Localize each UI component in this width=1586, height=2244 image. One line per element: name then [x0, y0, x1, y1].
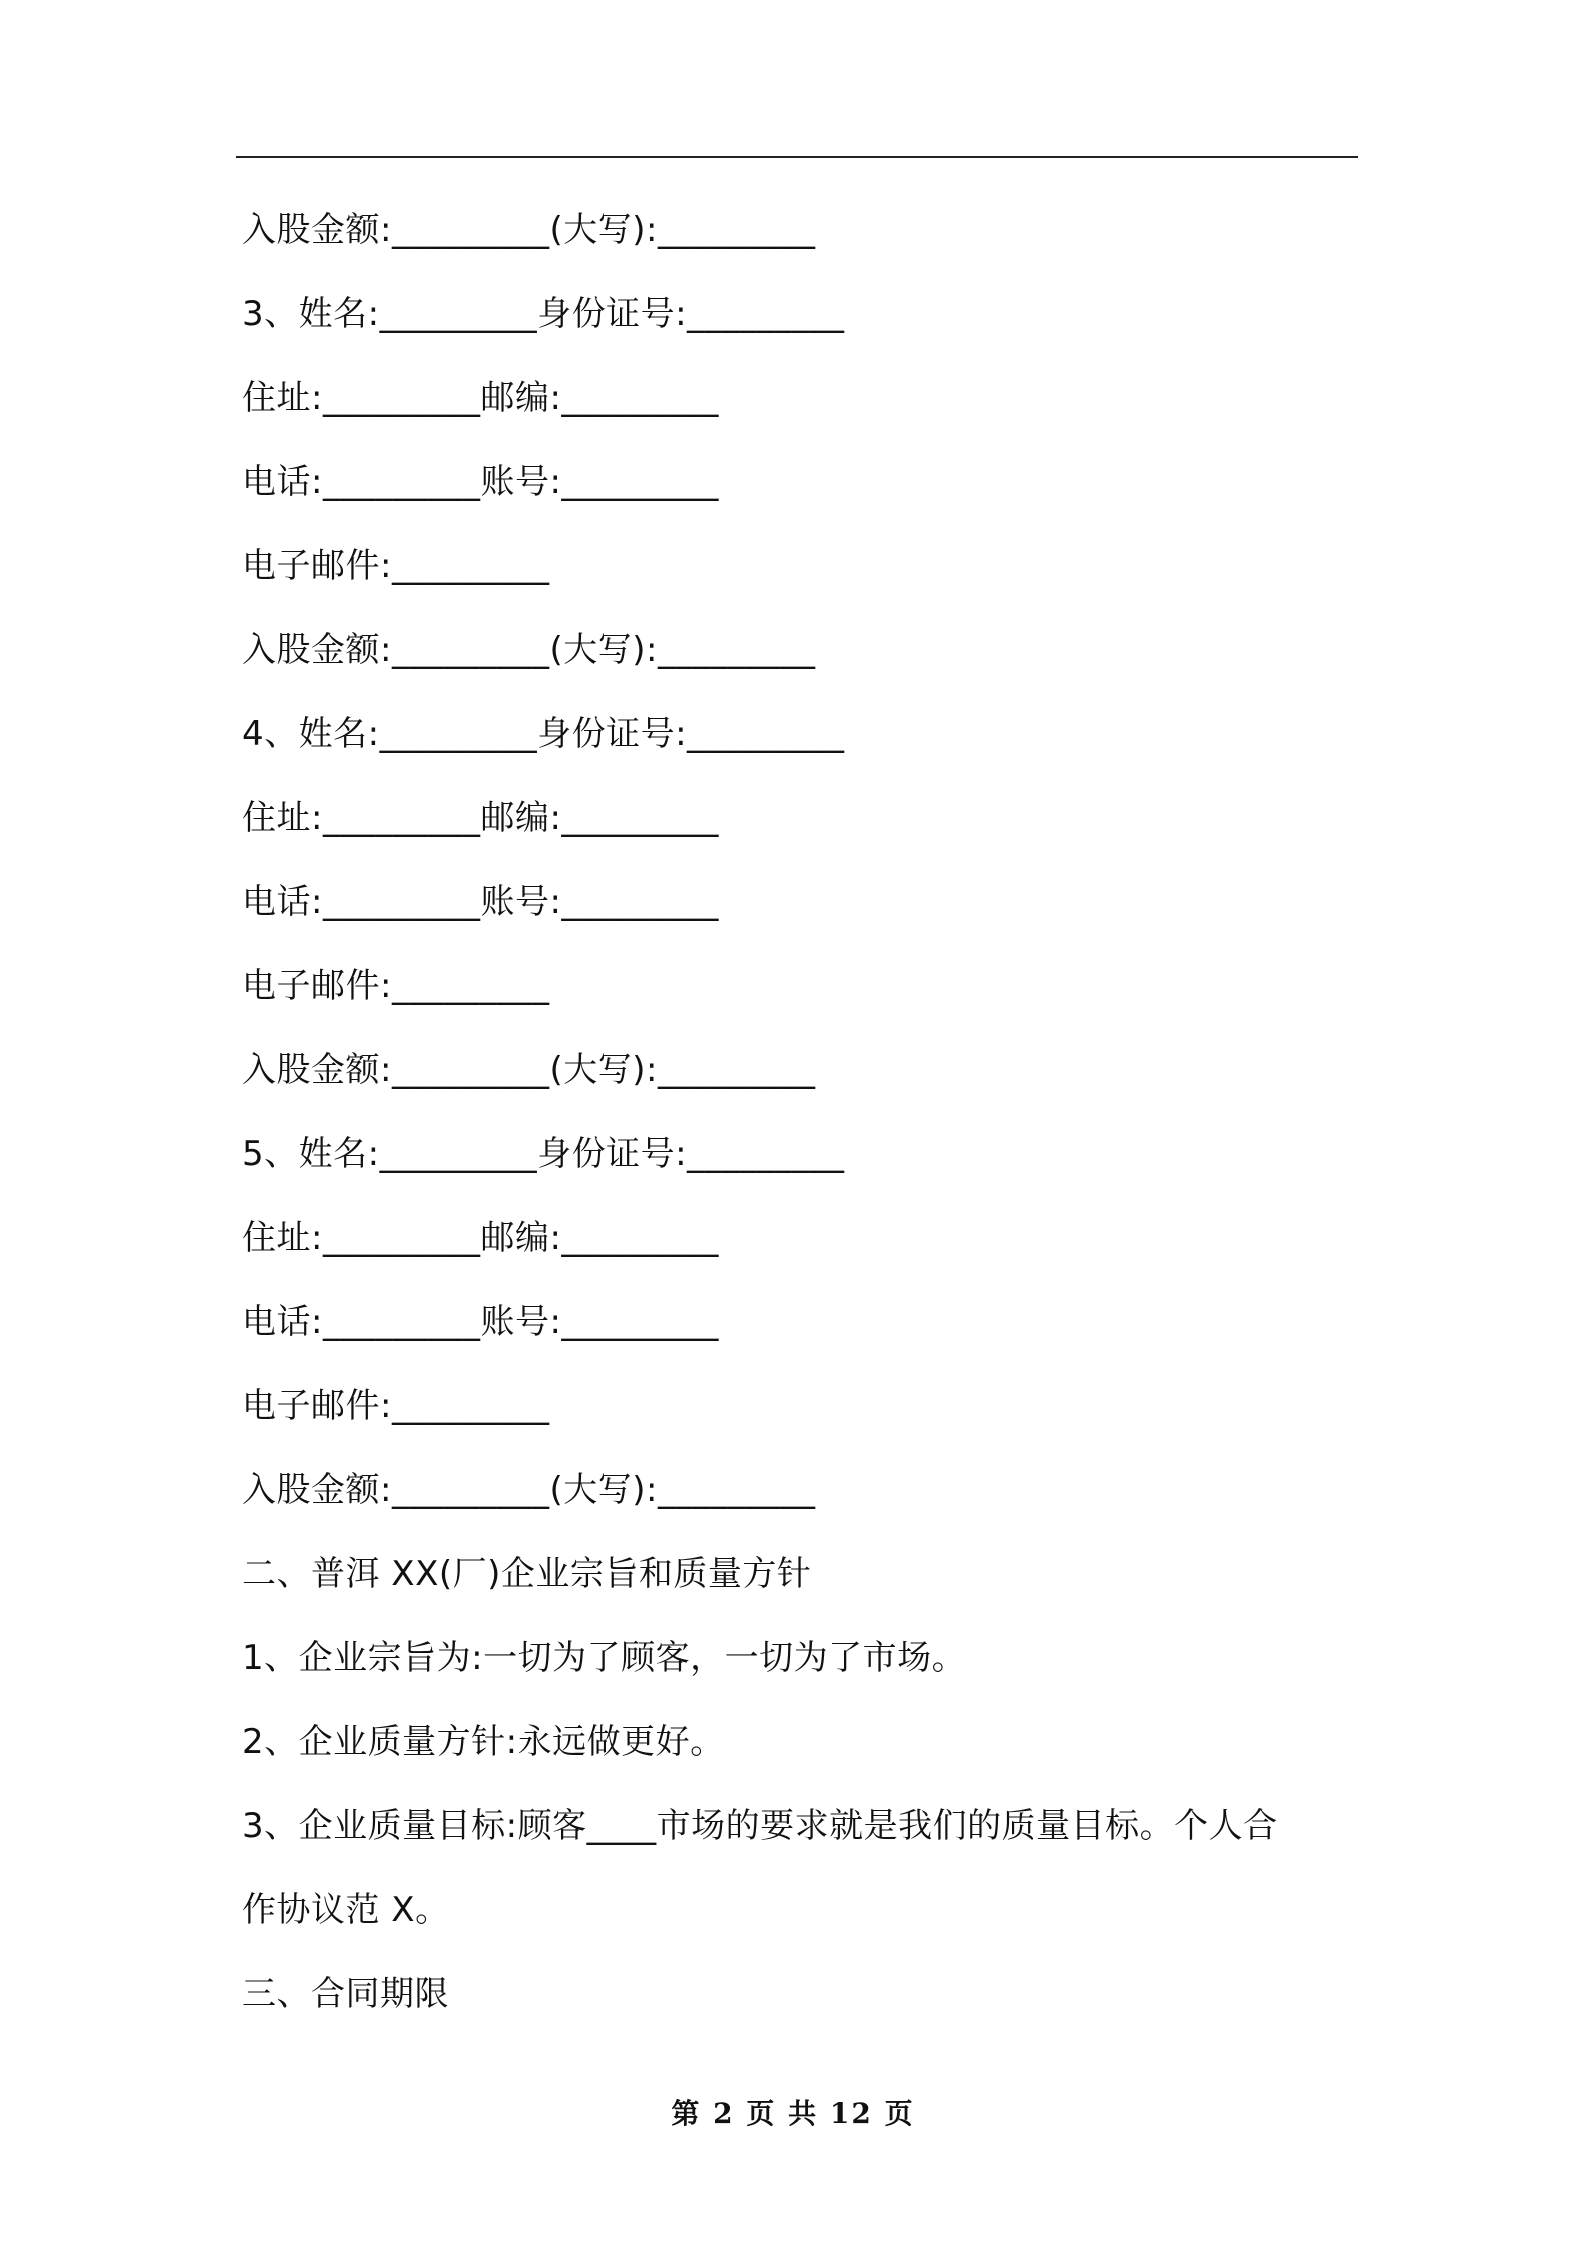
text-line: 作协议范 X。 — [242, 1890, 450, 1930]
section-heading: 三、合同期限 — [242, 1974, 449, 2014]
text-line: 电话:_________账号:_________ — [242, 462, 719, 502]
text-line: 4、姓名:_________身份证号:_________ — [242, 714, 845, 754]
text-line: 住址:_________邮编:_________ — [242, 1218, 719, 1258]
text-line: 电话:_________账号:_________ — [242, 882, 719, 922]
text-line: 住址:_________邮编:_________ — [242, 798, 719, 838]
text-line: 1、企业宗旨为:一切为了顾客，一切为了市场。 — [242, 1638, 967, 1678]
text-line: 入股金额:_________(大写):_________ — [242, 630, 816, 670]
text-line: 入股金额:_________(大写):_________ — [242, 210, 816, 250]
text-line: 入股金额:_________(大写):_________ — [242, 1050, 816, 1090]
text-line: 3、企业质量目标:顾客____市场的要求就是我们的质量目标。个人合 — [242, 1806, 1278, 1846]
text-line: 住址:_________邮编:_________ — [242, 378, 719, 418]
document-body — [242, 198, 1352, 2046]
text-line: 3、姓名:_________身份证号:_________ — [242, 294, 845, 334]
text-line: 电话:_________账号:_________ — [242, 1302, 719, 1342]
text-line: 电子邮件:_________ — [242, 546, 550, 586]
text-line: 2、企业质量方针:永远做更好。 — [242, 1722, 725, 1762]
text-line: 5、姓名:_________身份证号:_________ — [242, 1134, 845, 1174]
section-heading: 二、普洱 XX(厂)企业宗旨和质量方针 — [242, 1554, 812, 1594]
page-number: 第 2 页 共 12 页 — [671, 2097, 915, 2130]
text-line: 电子邮件:_________ — [242, 1386, 550, 1426]
header-rule — [236, 156, 1358, 158]
text-line: 入股金额:_________(大写):_________ — [242, 1470, 816, 1510]
text-line: 电子邮件:_________ — [242, 966, 550, 1006]
